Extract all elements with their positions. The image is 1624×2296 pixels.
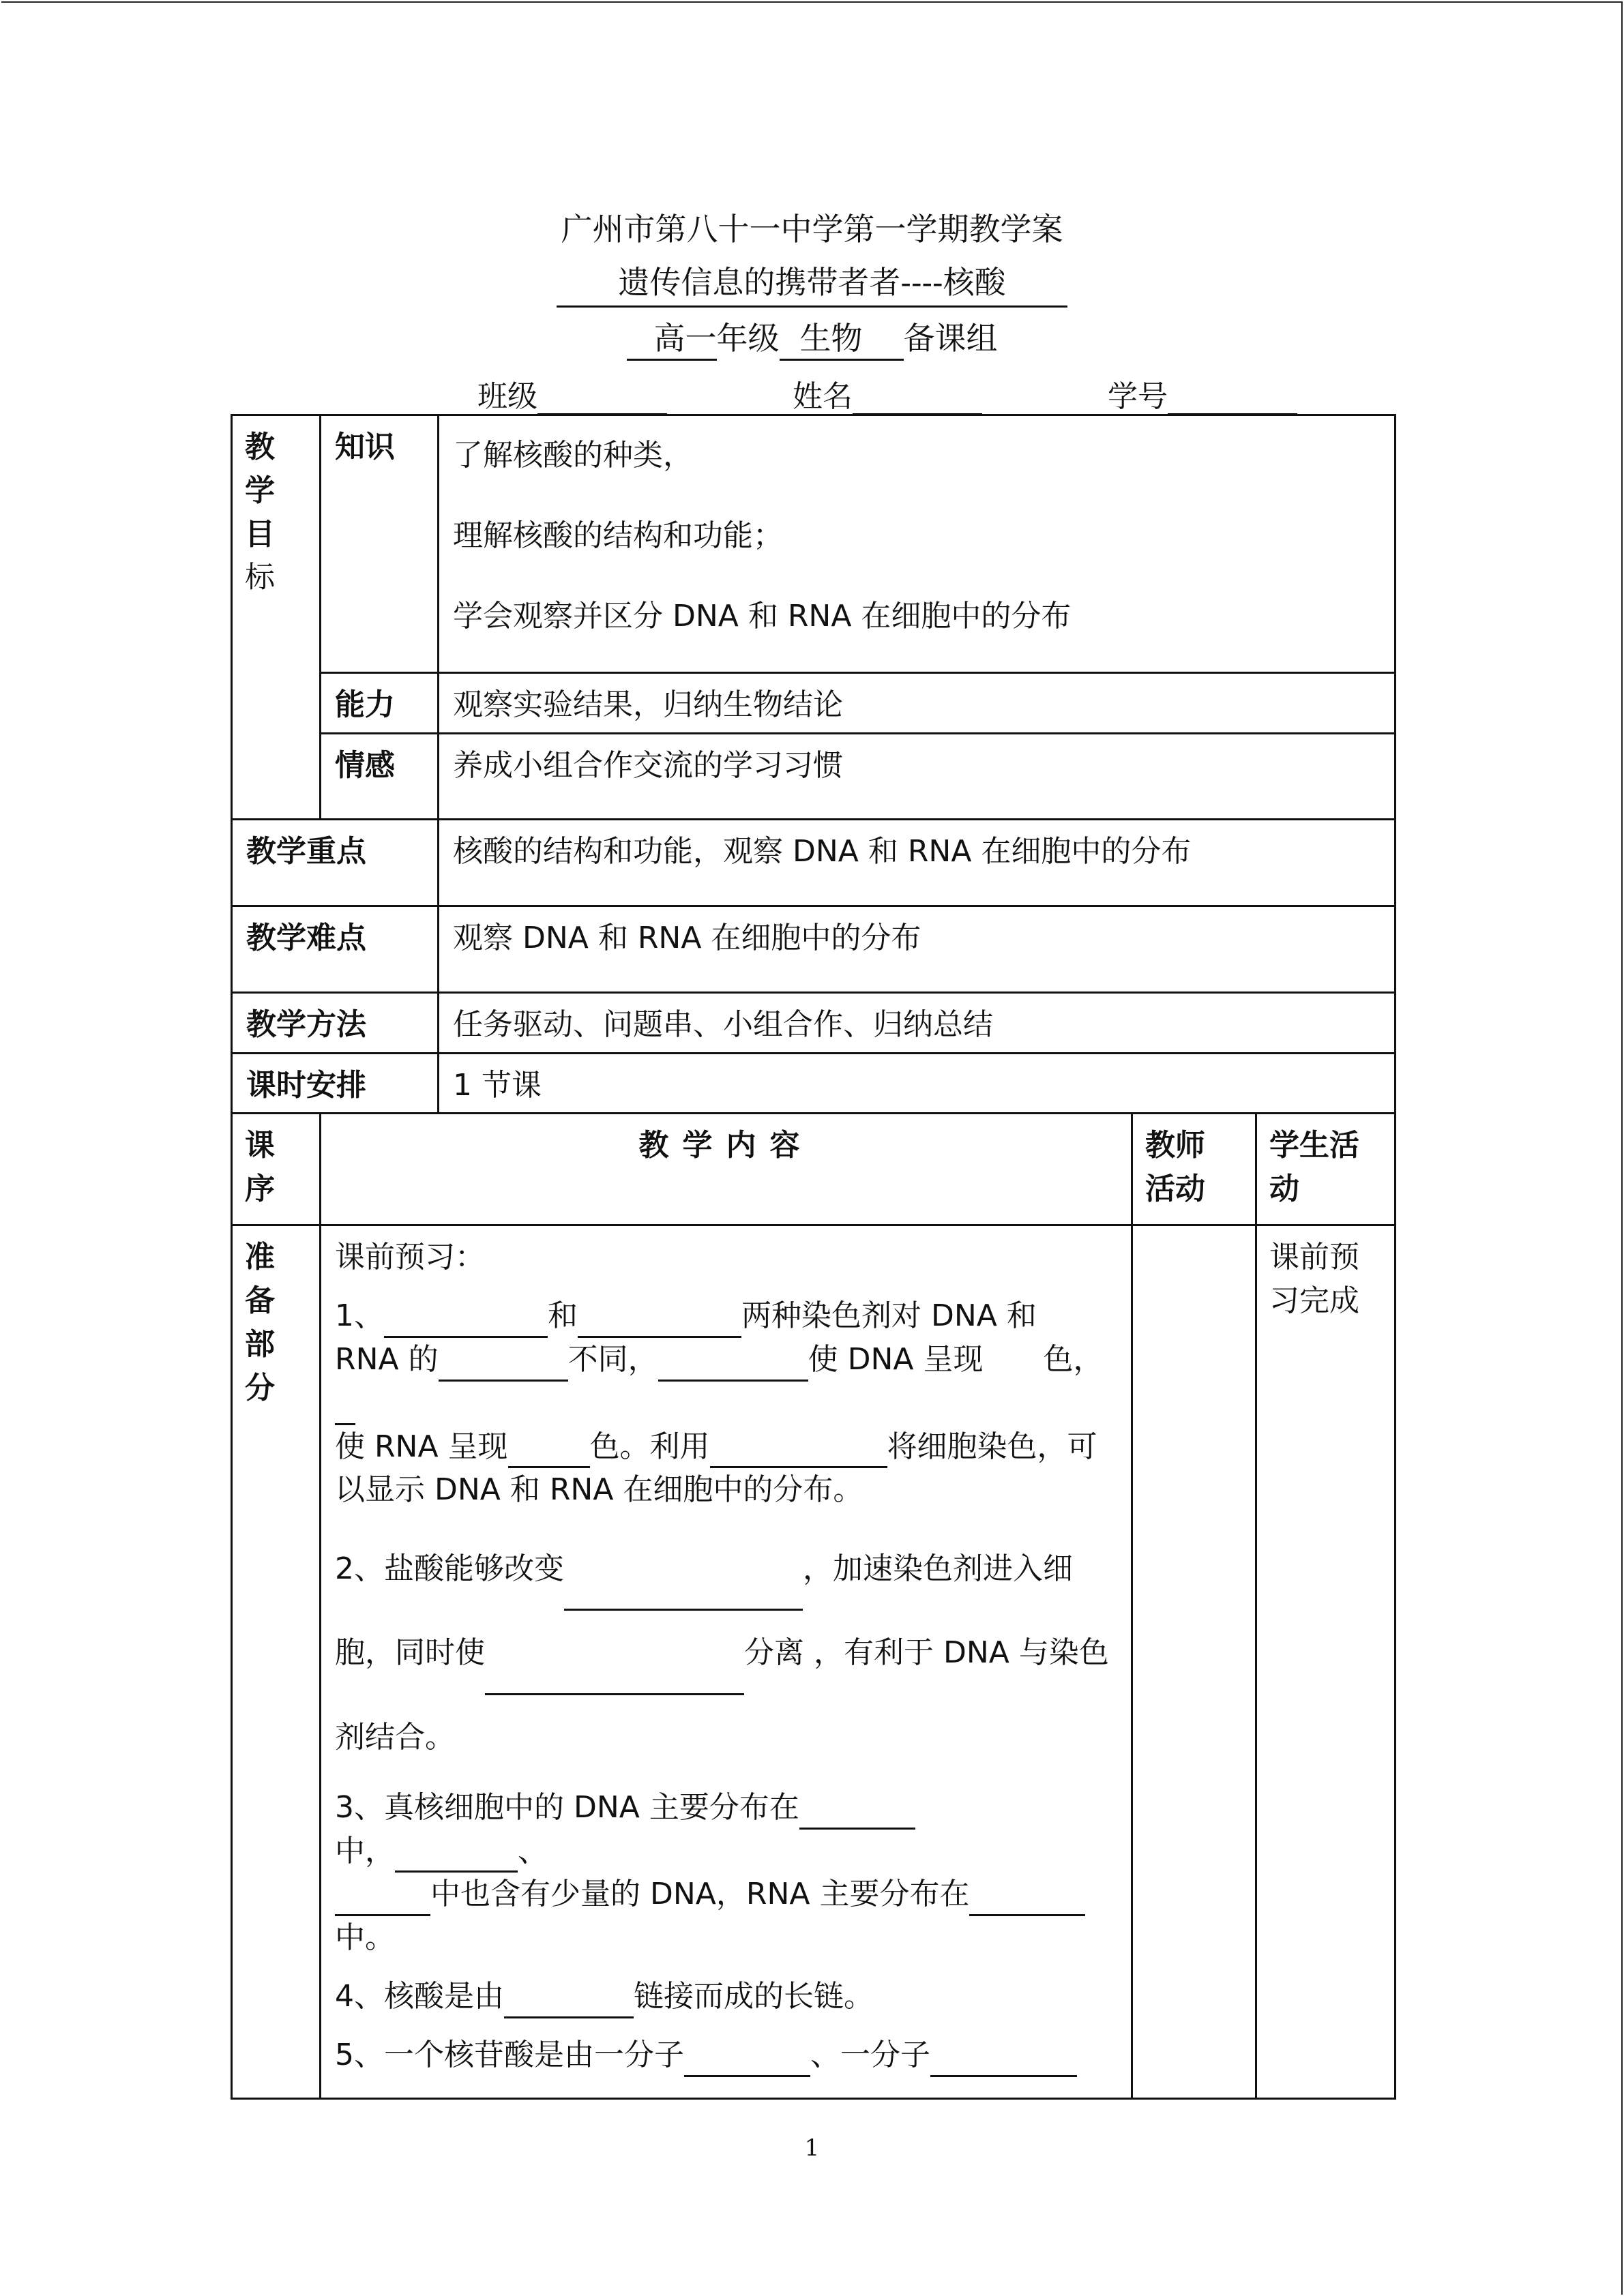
student-header: 学生活 动 [1256, 1114, 1396, 1225]
class-field[interactable] [537, 383, 667, 415]
content-header: 教学内容 [321, 1114, 1132, 1225]
knowledge-content: 了解核酸的种类， 理解核酸的结构和功能； 学会观察并区分 DNA 和 RNA 在细胞中的分布 [439, 415, 1396, 673]
ability-content: 观察实验结果，归纳生物结论 [439, 673, 1396, 734]
grade-subject-line [0, 314, 1624, 361]
school-title: 广州市第八十一中学第一学期教学案 [561, 211, 1063, 248]
grade: 高一 [654, 314, 717, 361]
key-label: 教学重点 [232, 819, 439, 906]
ability-label: 能力 [321, 673, 439, 734]
emotion-content: 养成小组合作交流的学习习惯 [439, 733, 1396, 819]
prep-content [321, 1225, 1132, 2098]
grade-suffix: 年级 [716, 320, 780, 357]
student-activity-cell: 课前预 习完成 [1256, 1225, 1396, 2098]
page-number: 1 [804, 2134, 820, 2162]
time-content: 1 节课 [439, 1053, 1396, 1114]
id-field[interactable] [1168, 383, 1297, 415]
knowledge-label: 知识 [321, 415, 439, 673]
question-4: 4、核酸是由 链接而成的长链。 [335, 1975, 1117, 2018]
group: 备课组 [903, 320, 998, 357]
objectives-label: 教 学 目 标 [232, 415, 321, 820]
difficulty-content: 观察 DNA 和 RNA 在细胞中的分布 [439, 906, 1396, 992]
question-3: 3、真核细胞中的 DNA 主要分布在 中， 、 中也含有少量的 DNA，RNA 主要分布在 中。 [335, 1786, 1117, 1960]
prep-label: 准 备 部 分 [232, 1225, 321, 2098]
question-5: 5、一个核苷酸是由一分子 、一分子 [335, 2033, 1117, 2077]
teacher-header: 教师 活动 [1132, 1114, 1256, 1225]
time-label: 课时安排 [232, 1053, 439, 1114]
id-label: 学号 [1108, 379, 1168, 414]
question-2: 2、盐酸能够改变 ，加速染色剂进入细 胞，同时使 分离 ，有利于 DNA 与染色 剂结合。 [335, 1551, 1109, 1755]
method-content: 任务驱动、问题串、小组合作、归纳总结 [439, 992, 1396, 1053]
question-1: 1、 和 两种染色剂对 DNA 和 RNA 的 不同， 使 DNA 呈现 色， 使 RNA 呈现 色。利用 将细胞染色，可 以显示 DNA 和 RNA 在细胞中的分布。 [335, 1298, 1104, 1508]
key-content: 核酸的结构和功能，观察 DNA 和 RNA 在细胞中的分布 [439, 819, 1396, 906]
prep-intro: 课前预习： [335, 1240, 485, 1275]
difficulty-label: 教学难点 [232, 906, 439, 992]
student-info-line [477, 372, 1413, 415]
name-label: 姓名 [793, 379, 853, 414]
method-label: 教学方法 [232, 992, 439, 1053]
teacher-activity-cell [1132, 1225, 1256, 2098]
lesson-title: 遗传信息的携带者者----核酸 [0, 258, 1624, 308]
class-label: 班级 [477, 379, 537, 414]
lesson-plan-table [231, 414, 1396, 2100]
subject: 生物 [800, 314, 863, 361]
order-header: 课 序 [232, 1114, 321, 1225]
emotion-label: 情感 [321, 733, 439, 819]
name-field[interactable] [853, 383, 982, 415]
